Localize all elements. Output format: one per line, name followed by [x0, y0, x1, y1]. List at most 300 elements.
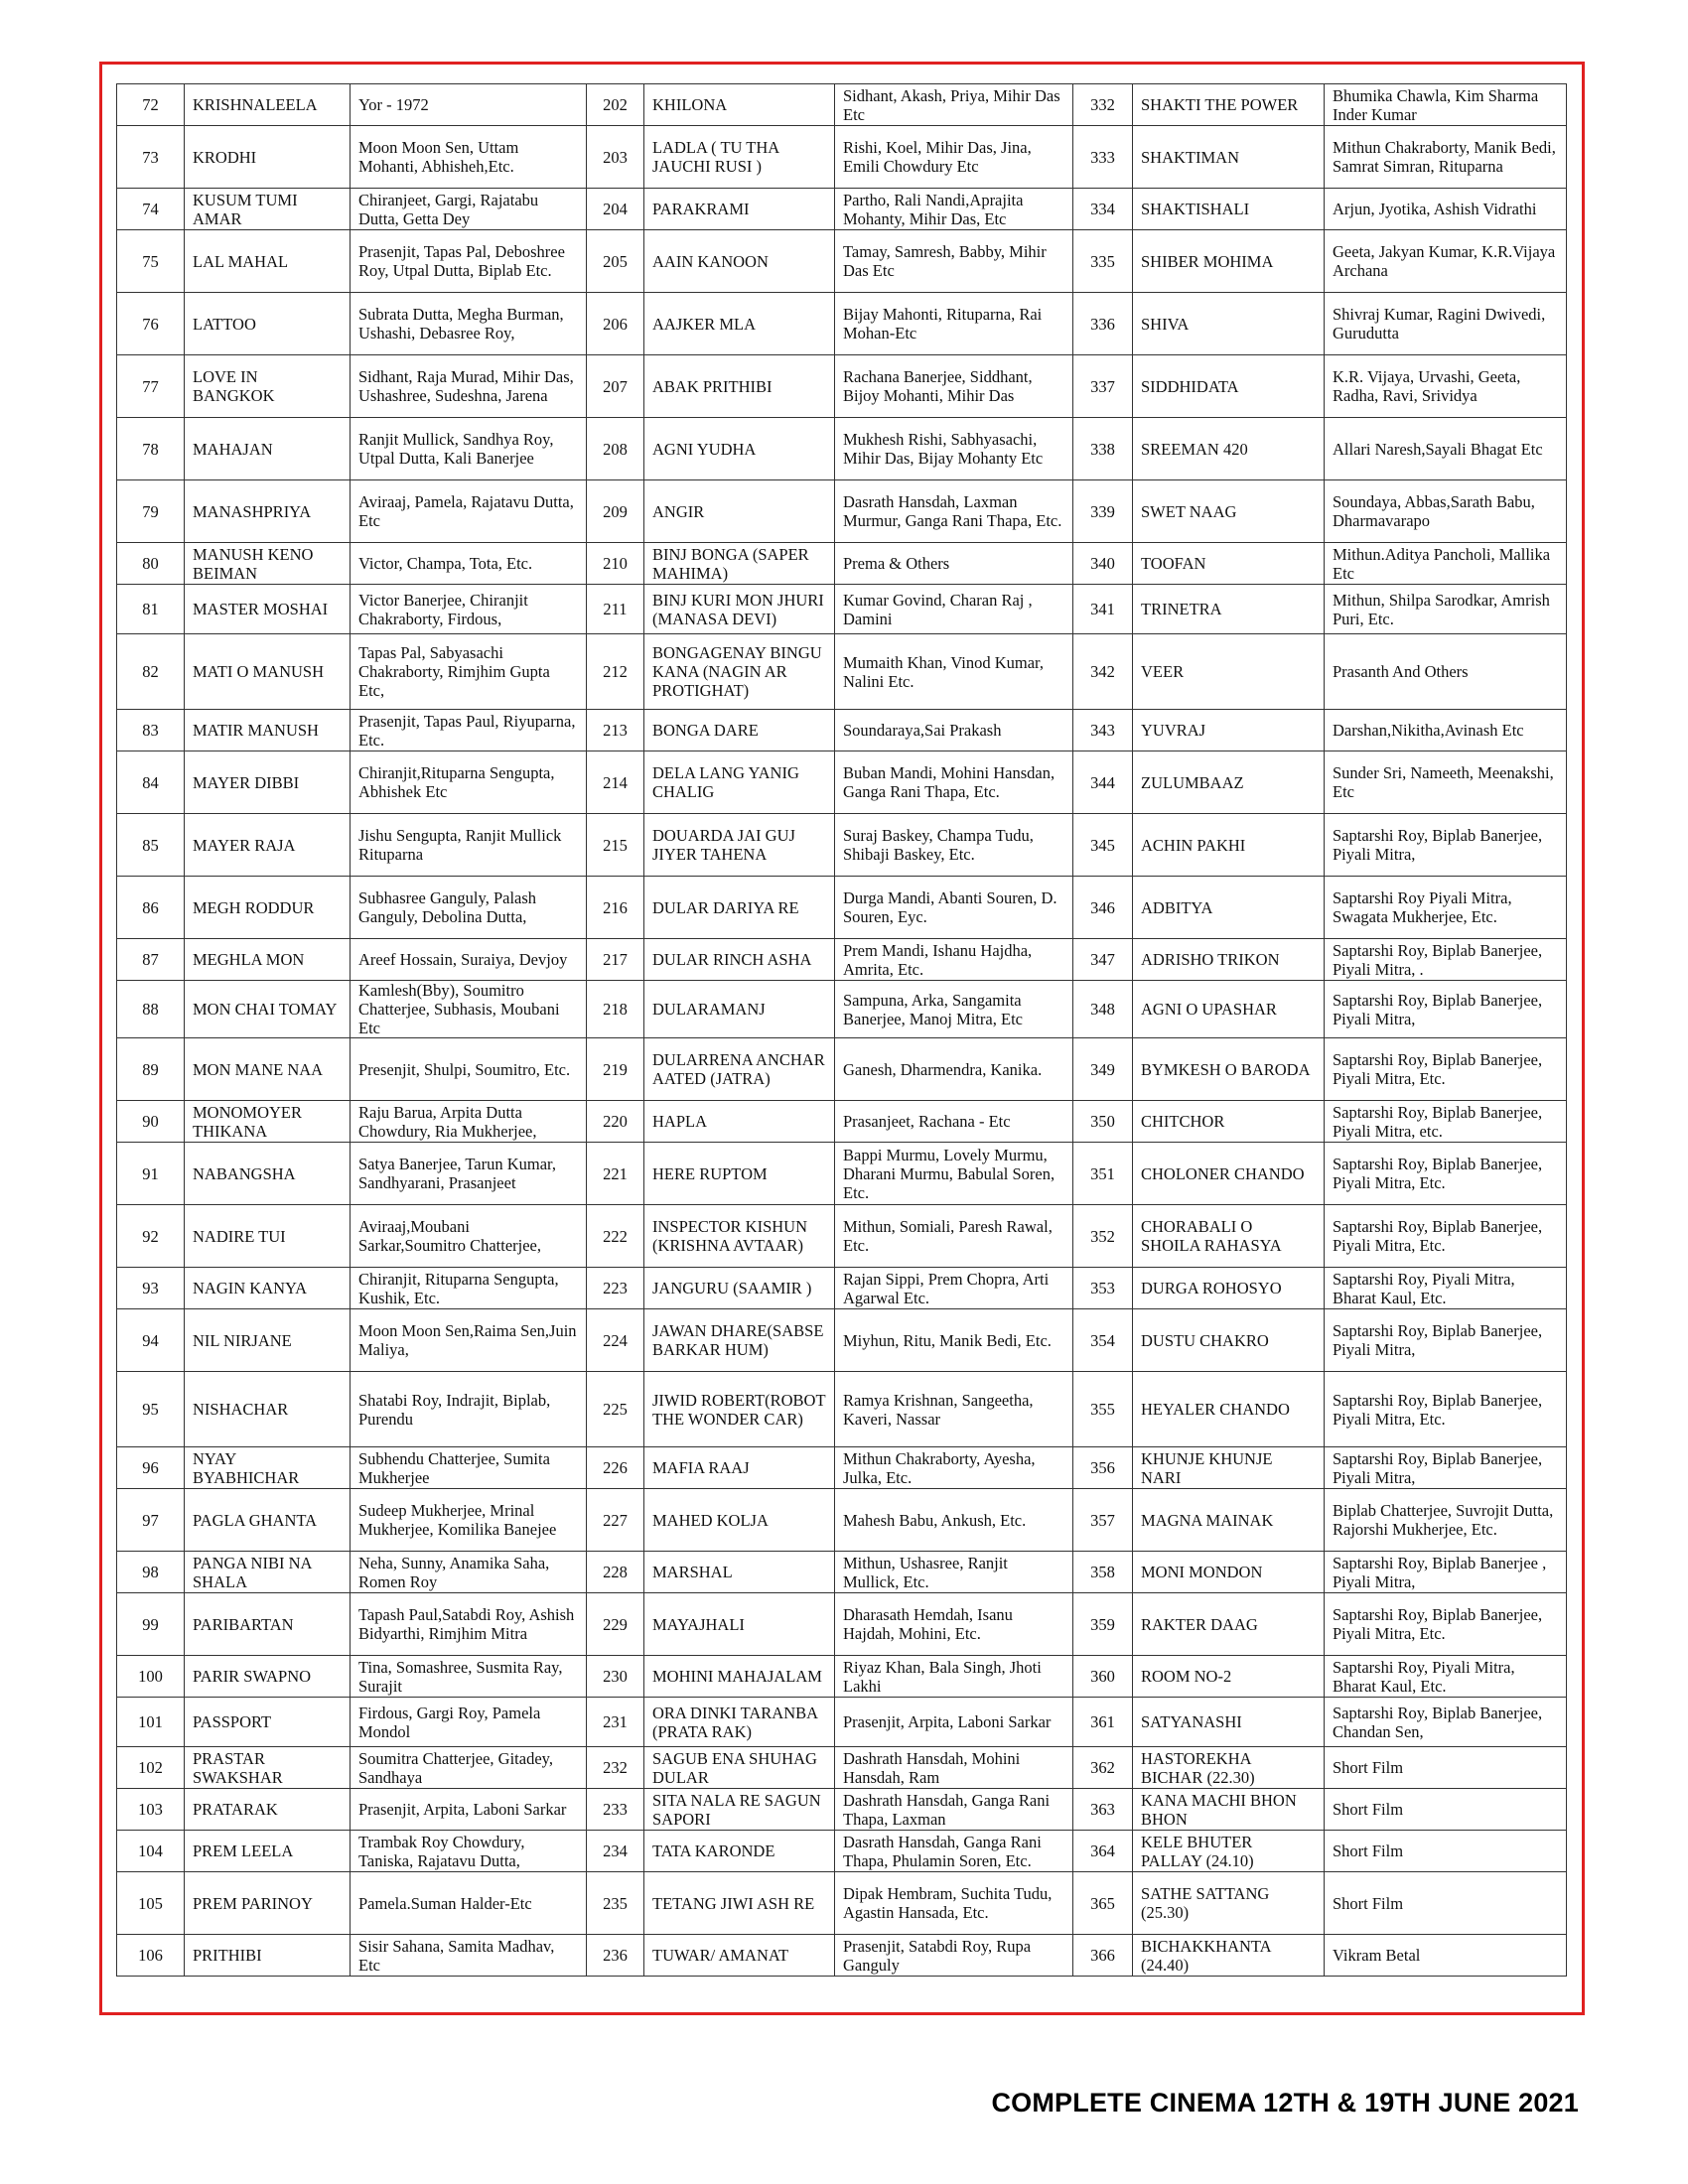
serial-number-cell: 222	[587, 1205, 644, 1268]
serial-number-cell: 91	[117, 1143, 185, 1205]
cast-cell: Prasenjit, Satabdi Roy, Rupa Ganguly	[835, 1935, 1073, 1977]
serial-number-cell: 90	[117, 1101, 185, 1143]
cast-cell: Firdous, Gargi Roy, Pamela Mondol	[351, 1698, 587, 1747]
serial-number-cell: 212	[587, 634, 644, 710]
film-title-cell: NABANGSHA	[185, 1143, 351, 1205]
cast-cell: Prema & Others	[835, 543, 1073, 585]
cast-cell: Moon Moon Sen, Uttam Mohanti, Abhisheh,Etc.	[351, 126, 587, 189]
cast-cell: Dashrath Hansdah, Ganga Rani Thapa, Laxman	[835, 1789, 1073, 1831]
footer-publication-title: COMPLETE CINEMA 12TH & 19TH JUNE 2021	[991, 2088, 1579, 2117]
cast-cell: Soundaya, Abbas,Sarath Babu, Dharmavarapo	[1325, 480, 1567, 543]
serial-number-cell: 82	[117, 634, 185, 710]
film-title-cell: NYAY BYABHICHAR	[185, 1447, 351, 1489]
serial-number-cell: 358	[1073, 1552, 1133, 1593]
table-row	[117, 189, 1567, 230]
cast-cell: Pamela.Suman Halder-Etc	[351, 1872, 587, 1935]
film-title-cell: MONOMOYER THIKANA	[185, 1101, 351, 1143]
film-title-cell: SREEMAN 420	[1133, 418, 1325, 480]
serial-number-cell: 99	[117, 1593, 185, 1656]
serial-number-cell: 215	[587, 814, 644, 877]
film-title-cell: PREM PARINOY	[185, 1872, 351, 1935]
table-row	[117, 1205, 1567, 1268]
film-title-cell: CHOLONER CHANDO	[1133, 1143, 1325, 1205]
film-title-cell: KELE BHUTER PALLAY (24.10)	[1133, 1831, 1325, 1872]
cast-cell: Prasanth And Others	[1325, 634, 1567, 710]
film-title-cell: MANUSH KENO BEIMAN	[185, 543, 351, 585]
cast-cell: Biplab Chatterjee, Suvrojit Dutta, Rajorshi Mukherjee, Etc.	[1325, 1489, 1567, 1552]
film-title-cell: BINJ KURI MON JHURI (MANASA DEVI)	[644, 585, 835, 634]
serial-number-cell: 348	[1073, 981, 1133, 1038]
film-title-cell: KHUNJE KHUNJE NARI	[1133, 1447, 1325, 1489]
film-title-cell: JANGURU (SAAMIR )	[644, 1268, 835, 1309]
film-title-cell: BYMKESH O BARODA	[1133, 1038, 1325, 1101]
serial-number-cell: 76	[117, 293, 185, 355]
serial-number-cell: 340	[1073, 543, 1133, 585]
film-title-cell: CHITCHOR	[1133, 1101, 1325, 1143]
cast-cell: Saptarshi Roy, Biplab Banerjee, Piyali Mitra, etc.	[1325, 1101, 1567, 1143]
table-row	[117, 710, 1567, 751]
cast-cell: Dashrath Hansdah, Mohini Hansdah, Ram	[835, 1747, 1073, 1789]
film-title-cell: TETANG JIWI ASH RE	[644, 1872, 835, 1935]
serial-number-cell: 344	[1073, 751, 1133, 814]
film-title-cell: MATIR MANUSH	[185, 710, 351, 751]
serial-number-cell: 97	[117, 1489, 185, 1552]
serial-number-cell: 213	[587, 710, 644, 751]
table-row	[117, 1309, 1567, 1372]
serial-number-cell: 343	[1073, 710, 1133, 751]
cast-cell: Riyaz Khan, Bala Singh, Jhoti Lakhi	[835, 1656, 1073, 1698]
cast-cell: Dharasath Hemdah, Isanu Hajdah, Mohini, Etc.	[835, 1593, 1073, 1656]
serial-number-cell: 229	[587, 1593, 644, 1656]
cast-cell: Chiranjit,Rituparna Sengupta, Abhishek Etc	[351, 751, 587, 814]
serial-number-cell: 230	[587, 1656, 644, 1698]
serial-number-cell: 360	[1073, 1656, 1133, 1698]
film-title-cell: SHAKTISHALI	[1133, 189, 1325, 230]
table-row	[117, 230, 1567, 293]
serial-number-cell: 87	[117, 939, 185, 981]
serial-number-cell: 231	[587, 1698, 644, 1747]
film-title-cell: AGNI O UPASHAR	[1133, 981, 1325, 1038]
serial-number-cell: 106	[117, 1935, 185, 1977]
film-title-cell: DURGA ROHOSYO	[1133, 1268, 1325, 1309]
serial-number-cell: 211	[587, 585, 644, 634]
film-title-cell: MONI MONDON	[1133, 1552, 1325, 1593]
serial-number-cell: 346	[1073, 877, 1133, 939]
table-row	[117, 84, 1567, 126]
film-title-cell: AAIN KANOON	[644, 230, 835, 293]
serial-number-cell: 356	[1073, 1447, 1133, 1489]
film-title-cell: ZULUMBAAZ	[1133, 751, 1325, 814]
cast-cell: Ganesh, Dharmendra, Kanika.	[835, 1038, 1073, 1101]
table-row	[117, 543, 1567, 585]
film-list-table	[116, 83, 1567, 1977]
table-row	[117, 1101, 1567, 1143]
cast-cell: Kumar Govind, Charan Raj , Damini	[835, 585, 1073, 634]
serial-number-cell: 227	[587, 1489, 644, 1552]
serial-number-cell: 220	[587, 1101, 644, 1143]
serial-number-cell: 349	[1073, 1038, 1133, 1101]
film-title-cell: LAL MAHAL	[185, 230, 351, 293]
film-title-cell: NISHACHAR	[185, 1372, 351, 1447]
film-title-cell: ABAK PRITHIBI	[644, 355, 835, 418]
film-title-cell: MASTER MOSHAI	[185, 585, 351, 634]
cast-cell: Saptarshi Roy, Biplab Banerjee, Piyali Mitra, Etc.	[1325, 1205, 1567, 1268]
film-title-cell: MAHAJAN	[185, 418, 351, 480]
serial-number-cell: 100	[117, 1656, 185, 1698]
film-title-cell: LATTOO	[185, 293, 351, 355]
cast-cell: Trambak Roy Chowdury, Taniska, Rajatavu Dutta,	[351, 1831, 587, 1872]
cast-cell: Miyhun, Ritu, Manik Bedi, Etc.	[835, 1309, 1073, 1372]
film-title-cell: MANASHPRIYA	[185, 480, 351, 543]
serial-number-cell: 102	[117, 1747, 185, 1789]
film-title-cell: DULAR DARIYA RE	[644, 877, 835, 939]
film-title-cell: DULARRENA ANCHAR AATED (JATRA)	[644, 1038, 835, 1101]
serial-number-cell: 98	[117, 1552, 185, 1593]
cast-cell: Jishu Sengupta, Ranjit Mullick Rituparna	[351, 814, 587, 877]
serial-number-cell: 79	[117, 480, 185, 543]
serial-number-cell: 89	[117, 1038, 185, 1101]
serial-number-cell: 228	[587, 1552, 644, 1593]
cast-cell: Victor, Champa, Tota, Etc.	[351, 543, 587, 585]
table-row	[117, 1698, 1567, 1747]
serial-number-cell: 365	[1073, 1872, 1133, 1935]
serial-number-cell: 101	[117, 1698, 185, 1747]
cast-cell: Saptarshi Roy, Biplab Banerjee, Piyali Mitra, .	[1325, 939, 1567, 981]
serial-number-cell: 214	[587, 751, 644, 814]
serial-number-cell: 352	[1073, 1205, 1133, 1268]
cast-cell: Areef Hossain, Suraiya, Devjoy	[351, 939, 587, 981]
film-title-cell: SITA NALA RE SAGUN SAPORI	[644, 1789, 835, 1831]
film-title-cell: PREM LEELA	[185, 1831, 351, 1872]
film-title-cell: JAWAN DHARE(SABSE BARKAR HUM)	[644, 1309, 835, 1372]
cast-cell: Soundaraya,Sai Prakash	[835, 710, 1073, 751]
cast-cell: Short Film	[1325, 1789, 1567, 1831]
film-title-cell: SHAKTIMAN	[1133, 126, 1325, 189]
film-title-cell: SWET NAAG	[1133, 480, 1325, 543]
cast-cell: Saptarshi Roy, Biplab Banerjee, Piyali Mitra, Etc.	[1325, 1038, 1567, 1101]
serial-number-cell: 224	[587, 1309, 644, 1372]
cast-cell: Aviraaj,Moubani Sarkar,Soumitro Chatterjee,	[351, 1205, 587, 1268]
film-title-cell: SATYANASHI	[1133, 1698, 1325, 1747]
film-title-cell: RAKTER DAAG	[1133, 1593, 1325, 1656]
serial-number-cell: 84	[117, 751, 185, 814]
cast-cell: Aviraaj, Pamela, Rajatavu Dutta, Etc	[351, 480, 587, 543]
cast-cell: Saptarshi Roy, Piyali Mitra, Bharat Kaul, Etc.	[1325, 1268, 1567, 1309]
serial-number-cell: 205	[587, 230, 644, 293]
serial-number-cell: 73	[117, 126, 185, 189]
table-row	[117, 939, 1567, 981]
serial-number-cell: 216	[587, 877, 644, 939]
serial-number-cell: 336	[1073, 293, 1133, 355]
film-title-cell: SIDDHIDATA	[1133, 355, 1325, 418]
cast-cell: Saptarshi Roy, Biplab Banerjee, Piyali Mitra,	[1325, 814, 1567, 877]
cast-cell: Short Film	[1325, 1747, 1567, 1789]
serial-number-cell: 95	[117, 1372, 185, 1447]
film-title-cell: PRASTAR SWAKSHAR	[185, 1747, 351, 1789]
serial-number-cell: 75	[117, 230, 185, 293]
serial-number-cell: 339	[1073, 480, 1133, 543]
serial-number-cell: 88	[117, 981, 185, 1038]
serial-number-cell: 232	[587, 1747, 644, 1789]
film-title-cell: BONGA DARE	[644, 710, 835, 751]
cast-cell: Mithun.Aditya Pancholi, Mallika Etc	[1325, 543, 1567, 585]
cast-cell: Tapas Pal, Sabyasachi Chakraborty, Rimjhim Gupta Etc,	[351, 634, 587, 710]
film-title-cell: MARSHAL	[644, 1552, 835, 1593]
cast-cell: Satya Banerjee, Tarun Kumar, Sandhyarani, Prasanjeet	[351, 1143, 587, 1205]
film-title-cell: MAHED KOLJA	[644, 1489, 835, 1552]
serial-number-cell: 333	[1073, 126, 1133, 189]
cast-cell: Yor - 1972	[351, 84, 587, 126]
cast-cell: Short Film	[1325, 1831, 1567, 1872]
film-title-cell: HERE RUPTOM	[644, 1143, 835, 1205]
table-row	[117, 1789, 1567, 1831]
cast-cell: Saptarshi Roy Piyali Mitra, Swagata Mukherjee, Etc.	[1325, 877, 1567, 939]
serial-number-cell: 80	[117, 543, 185, 585]
film-title-cell: NADIRE TUI	[185, 1205, 351, 1268]
serial-number-cell: 104	[117, 1831, 185, 1872]
table-row	[117, 1489, 1567, 1552]
cast-cell: Mithun, Shilpa Sarodkar, Amrish Puri, Etc.	[1325, 585, 1567, 634]
film-title-cell: MAYER DIBBI	[185, 751, 351, 814]
film-title-cell: MAFIA RAAJ	[644, 1447, 835, 1489]
film-title-cell: DULAR RINCH ASHA	[644, 939, 835, 981]
serial-number-cell: 83	[117, 710, 185, 751]
film-title-cell: ADBITYA	[1133, 877, 1325, 939]
table-row	[117, 1038, 1567, 1101]
serial-number-cell: 233	[587, 1789, 644, 1831]
serial-number-cell: 206	[587, 293, 644, 355]
serial-number-cell: 217	[587, 939, 644, 981]
cast-cell: Dasrath Hansdah, Laxman Murmur, Ganga Rani Thapa, Etc.	[835, 480, 1073, 543]
table-row	[117, 1143, 1567, 1205]
cast-cell: Dipak Hembram, Suchita Tudu, Agastin Hansada, Etc.	[835, 1872, 1073, 1935]
film-title-cell: SHIVA	[1133, 293, 1325, 355]
serial-number-cell: 357	[1073, 1489, 1133, 1552]
film-title-cell: TRINETRA	[1133, 585, 1325, 634]
cast-cell: Partho, Rali Nandi,Aprajita Mohanty, Mihir Das, Etc	[835, 189, 1073, 230]
cast-cell: Mithun Chakraborty, Manik Bedi, Samrat Simran, Rituparna	[1325, 126, 1567, 189]
table-row	[117, 418, 1567, 480]
film-title-cell: PRITHIBI	[185, 1935, 351, 1977]
serial-number-cell: 86	[117, 877, 185, 939]
cast-cell: Presenjit, Shulpi, Soumitro, Etc.	[351, 1038, 587, 1101]
serial-number-cell: 225	[587, 1372, 644, 1447]
cast-cell: Dasrath Hansdah, Ganga Rani Thapa, Phulamin Soren, Etc.	[835, 1831, 1073, 1872]
film-title-cell: KUSUM TUMI AMAR	[185, 189, 351, 230]
serial-number-cell: 219	[587, 1038, 644, 1101]
film-title-cell: SAGUB ENA SHUHAG DULAR	[644, 1747, 835, 1789]
film-title-cell: MON MANE NAA	[185, 1038, 351, 1101]
film-title-cell: HAPLA	[644, 1101, 835, 1143]
cast-cell: Tina, Somashree, Susmita Ray, Surajit	[351, 1656, 587, 1698]
table-row	[117, 1268, 1567, 1309]
serial-number-cell: 223	[587, 1268, 644, 1309]
cast-cell: Sudeep Mukherjee, Mrinal Mukherjee, Komilika Banejee	[351, 1489, 587, 1552]
cast-cell: Subhendu Chatterjee, Sumita Mukherjee	[351, 1447, 587, 1489]
film-title-cell: BONGAGENAY BINGU KANA (NAGIN AR PROTIGHAT)	[644, 634, 835, 710]
serial-number-cell: 361	[1073, 1698, 1133, 1747]
serial-number-cell: 355	[1073, 1372, 1133, 1447]
serial-number-cell: 209	[587, 480, 644, 543]
cast-cell: Ranjit Mullick, Sandhya Roy, Utpal Dutta, Kali Banerjee	[351, 418, 587, 480]
table-row	[117, 585, 1567, 634]
serial-number-cell: 103	[117, 1789, 185, 1831]
film-title-cell: ACHIN PAKHI	[1133, 814, 1325, 877]
table-row	[117, 814, 1567, 877]
serial-number-cell: 203	[587, 126, 644, 189]
cast-cell: Prasenjit, Tapas Paul, Riyuparna, Etc.	[351, 710, 587, 751]
film-title-cell: YUVRAJ	[1133, 710, 1325, 751]
film-title-cell: MEGH RODDUR	[185, 877, 351, 939]
cast-cell: Prasenjit, Arpita, Laboni Sarkar	[835, 1698, 1073, 1747]
film-title-cell: DOUARDA JAI GUJ JIYER TAHENA	[644, 814, 835, 877]
table-row	[117, 877, 1567, 939]
film-title-cell: DUSTU CHAKRO	[1133, 1309, 1325, 1372]
film-title-cell: PARIBARTAN	[185, 1593, 351, 1656]
serial-number-cell: 353	[1073, 1268, 1133, 1309]
film-title-cell: MEGHLA MON	[185, 939, 351, 981]
film-title-cell: PRATARAK	[185, 1789, 351, 1831]
cast-cell: Shatabi Roy, Indrajit, Biplab, Purendu	[351, 1372, 587, 1447]
serial-number-cell: 338	[1073, 418, 1133, 480]
film-title-cell: KRODHI	[185, 126, 351, 189]
film-title-cell: KANA MACHI BHON BHON	[1133, 1789, 1325, 1831]
cast-cell: Mukhesh Rishi, Sabhyasachi, Mihir Das, Bijay Mohanty Etc	[835, 418, 1073, 480]
serial-number-cell: 332	[1073, 84, 1133, 126]
film-title-cell: AAJKER MLA	[644, 293, 835, 355]
film-title-cell: INSPECTOR KISHUN (KRISHNA AVTAAR)	[644, 1205, 835, 1268]
film-title-cell: AGNI YUDHA	[644, 418, 835, 480]
cast-cell: Prasenjit, Arpita, Laboni Sarkar	[351, 1789, 587, 1831]
serial-number-cell: 362	[1073, 1747, 1133, 1789]
film-title-cell: NAGIN KANYA	[185, 1268, 351, 1309]
cast-cell: Vikram Betal	[1325, 1935, 1567, 1977]
cast-cell: Saptarshi Roy, Biplab Banerjee, Piyali Mitra,	[1325, 1447, 1567, 1489]
serial-number-cell: 351	[1073, 1143, 1133, 1205]
serial-number-cell: 354	[1073, 1309, 1133, 1372]
cast-cell: Tamay, Samresh, Babby, Mihir Das Etc	[835, 230, 1073, 293]
cast-cell: Subhasree Ganguly, Palash Ganguly, Debolina Dutta,	[351, 877, 587, 939]
cast-cell: Allari Naresh,Sayali Bhagat Etc	[1325, 418, 1567, 480]
film-title-cell: MOHINI MAHAJALAM	[644, 1656, 835, 1698]
serial-number-cell: 85	[117, 814, 185, 877]
cast-cell: Sidhant, Akash, Priya, Mihir Das Etc	[835, 84, 1073, 126]
cast-cell: Mumaith Khan, Vinod Kumar, Nalini Etc.	[835, 634, 1073, 710]
table-row	[117, 293, 1567, 355]
film-title-cell: JIWID ROBERT(ROBOT THE WONDER CAR)	[644, 1372, 835, 1447]
film-title-cell: KHILONA	[644, 84, 835, 126]
serial-number-cell: 78	[117, 418, 185, 480]
film-title-cell: BICHAKKHANTA (24.40)	[1133, 1935, 1325, 1977]
serial-number-cell: 366	[1073, 1935, 1133, 1977]
cast-cell: Chiranjeet, Gargi, Rajatabu Dutta, Getta Dey	[351, 189, 587, 230]
cast-cell: Saptarshi Roy, Biplab Banerjee, Chandan Sen,	[1325, 1698, 1567, 1747]
serial-number-cell: 74	[117, 189, 185, 230]
cast-cell: Kamlesh(Bby), Soumitro Chatterjee, Subhasis, Moubani Etc	[351, 981, 587, 1038]
cast-cell: Suraj Baskey, Champa Tudu, Shibaji Baskey, Etc.	[835, 814, 1073, 877]
film-title-cell: TOOFAN	[1133, 543, 1325, 585]
cast-cell: Soumitra Chatterjee, Gitadey, Sandhaya	[351, 1747, 587, 1789]
serial-number-cell: 236	[587, 1935, 644, 1977]
cast-cell: Saptarshi Roy, Biplab Banerjee, Piyali Mitra, Etc.	[1325, 1593, 1567, 1656]
serial-number-cell: 234	[587, 1831, 644, 1872]
serial-number-cell: 363	[1073, 1789, 1133, 1831]
table-row	[117, 355, 1567, 418]
film-title-cell: DULARAMANJ	[644, 981, 835, 1038]
film-title-cell: PASSPORT	[185, 1698, 351, 1747]
cast-cell: K.R. Vijaya, Urvashi, Geeta, Radha, Ravi, Srividya	[1325, 355, 1567, 418]
cast-cell: Raju Barua, Arpita Dutta Chowdury, Ria Mukherjee,	[351, 1101, 587, 1143]
film-title-cell: ORA DINKI TARANBA (PRATA RAK)	[644, 1698, 835, 1747]
cast-cell: Buban Mandi, Mohini Hansdan, Ganga Rani Thapa, Etc.	[835, 751, 1073, 814]
serial-number-cell: 204	[587, 189, 644, 230]
film-title-cell: HEYALER CHANDO	[1133, 1372, 1325, 1447]
serial-number-cell: 81	[117, 585, 185, 634]
film-title-cell: TATA KARONDE	[644, 1831, 835, 1872]
cast-cell: Mithun Chakraborty, Ayesha, Julka, Etc.	[835, 1447, 1073, 1489]
film-title-cell: CHORABALI O SHOILA RAHASYA	[1133, 1205, 1325, 1268]
serial-number-cell: 92	[117, 1205, 185, 1268]
cast-cell: Saptarshi Roy, Biplab Banerjee, Piyali Mitra,	[1325, 1309, 1567, 1372]
table-row	[117, 1372, 1567, 1447]
serial-number-cell: 341	[1073, 585, 1133, 634]
table-row	[117, 480, 1567, 543]
film-title-cell: HASTOREKHA BICHAR (22.30)	[1133, 1747, 1325, 1789]
film-title-cell: PAGLA GHANTA	[185, 1489, 351, 1552]
film-title-cell: PARAKRAMI	[644, 189, 835, 230]
serial-number-cell: 342	[1073, 634, 1133, 710]
cast-cell: Moon Moon Sen,Raima Sen,Juin Maliya,	[351, 1309, 587, 1372]
cast-cell: Shivraj Kumar, Ragini Dwivedi, Gurudutta	[1325, 293, 1567, 355]
cast-cell: Durga Mandi, Abanti Souren, D. Souren, Eyc.	[835, 877, 1073, 939]
serial-number-cell: 207	[587, 355, 644, 418]
table-row	[117, 1831, 1567, 1872]
cast-cell: Prasenjit, Tapas Pal, Deboshree Roy, Utpal Dutta, Biplab Etc.	[351, 230, 587, 293]
serial-number-cell: 221	[587, 1143, 644, 1205]
cast-cell: Geeta, Jakyan Kumar, K.R.Vijaya Archana	[1325, 230, 1567, 293]
film-title-cell: SATHE SATTANG (25.30)	[1133, 1872, 1325, 1935]
serial-number-cell: 72	[117, 84, 185, 126]
film-title-cell: SHIBER MOHIMA	[1133, 230, 1325, 293]
film-title-cell: TUWAR/ AMANAT	[644, 1935, 835, 1977]
serial-number-cell: 77	[117, 355, 185, 418]
table-row	[117, 751, 1567, 814]
table-row	[117, 126, 1567, 189]
film-title-cell: MATI O MANUSH	[185, 634, 351, 710]
cast-cell: Sampuna, Arka, Sangamita Banerjee, Manoj Mitra, Etc	[835, 981, 1073, 1038]
film-title-cell: MON CHAI TOMAY	[185, 981, 351, 1038]
cast-cell: Sisir Sahana, Samita Madhav, Etc	[351, 1935, 587, 1977]
cast-cell: Sunder Sri, Nameeth, Meenakshi, Etc	[1325, 751, 1567, 814]
cast-cell: Saptarshi Roy, Biplab Banerjee, Piyali Mitra,	[1325, 981, 1567, 1038]
cast-cell: Saptarshi Roy, Biplab Banerjee, Piyali Mitra, Etc.	[1325, 1143, 1567, 1205]
serial-number-cell: 226	[587, 1447, 644, 1489]
table-row	[117, 1935, 1567, 1977]
serial-number-cell: 94	[117, 1309, 185, 1372]
serial-number-cell: 359	[1073, 1593, 1133, 1656]
film-title-cell: SHAKTI THE POWER	[1133, 84, 1325, 126]
film-title-cell: MAYAJHALI	[644, 1593, 835, 1656]
cast-cell: Rajan Sippi, Prem Chopra, Arti Agarwal Etc.	[835, 1268, 1073, 1309]
cast-cell: Arjun, Jyotika, Ashish Vidrathi	[1325, 189, 1567, 230]
cast-cell: Rachana Banerjee, Siddhant, Bijoy Mohanti, Mihir Das	[835, 355, 1073, 418]
serial-number-cell: 210	[587, 543, 644, 585]
cast-cell: Bappi Murmu, Lovely Murmu, Dharani Murmu, Babulal Soren, Etc.	[835, 1143, 1073, 1205]
cast-cell: Mithun, Somiali, Paresh Rawal, Etc.	[835, 1205, 1073, 1268]
serial-number-cell: 334	[1073, 189, 1133, 230]
table-row	[117, 1552, 1567, 1593]
cast-cell: Sidhant, Raja Murad, Mihir Das, Ushashree, Sudeshna, Jarena	[351, 355, 587, 418]
